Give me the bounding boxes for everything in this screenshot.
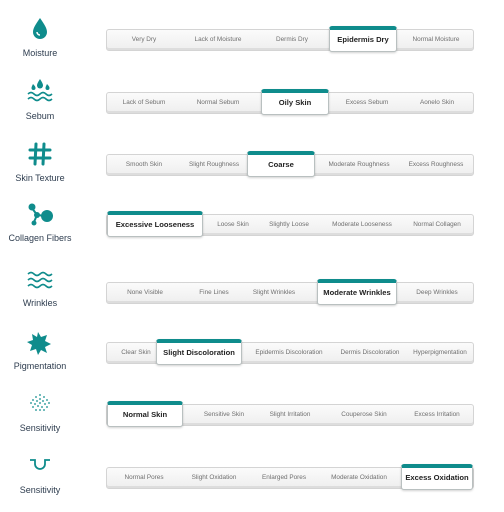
level-option[interactable]: Lack of Moisture — [194, 36, 242, 43]
level-track[interactable] — [106, 467, 474, 489]
selected-level-button[interactable]: Epidermis Dry — [329, 26, 397, 52]
level-option[interactable]: Excess Irritation — [414, 411, 460, 418]
droplet-icon — [22, 15, 58, 45]
metric-label: Sensitivity — [19, 485, 61, 495]
selected-level-button[interactable]: Excessive Looseness — [107, 211, 203, 237]
metric-row-sebum — [0, 78, 504, 138]
metric-row-wrinkles — [0, 265, 504, 325]
metric-row-pores — [0, 452, 504, 512]
metric-row-pigmentation — [0, 328, 504, 388]
level-track[interactable] — [106, 92, 474, 114]
level-option[interactable]: Hyperpigmentation — [413, 349, 467, 356]
level-option[interactable]: Moderate Roughness — [328, 161, 390, 168]
molecule-icon — [22, 200, 58, 230]
level-option[interactable]: Slight Roughness — [188, 161, 240, 168]
level-option[interactable]: Normal Moisture — [412, 36, 460, 43]
level-option[interactable]: Moderate Looseness — [332, 221, 392, 228]
level-option[interactable]: Slight Wrinkles — [252, 289, 296, 296]
selected-level-button[interactable]: Slight Discoloration — [156, 339, 242, 365]
level-option[interactable]: Aonelo Skin — [419, 99, 455, 106]
selected-level-button[interactable]: Excess Oxidation — [401, 464, 473, 490]
metric-row-sensitivity — [0, 390, 504, 450]
level-option[interactable]: Excess Roughness — [408, 161, 464, 168]
metric-label: Skin Texture — [15, 173, 65, 183]
pore-icon — [22, 452, 58, 482]
selected-level-button[interactable]: Moderate Wrinkles — [317, 279, 397, 305]
level-track[interactable] — [106, 342, 474, 364]
level-option[interactable]: Dermis Dry — [276, 36, 308, 43]
dotted-cloud-icon — [22, 390, 58, 420]
level-track[interactable] — [106, 404, 474, 426]
metric-label: Sebum — [25, 111, 55, 121]
metric-label: Collagen Fibers — [8, 233, 72, 243]
level-option[interactable]: Excess Sebum — [345, 99, 389, 106]
waves-icon — [22, 265, 58, 295]
level-option[interactable]: Slightly Loose — [269, 221, 309, 228]
level-option[interactable]: Dermis Discoloration — [340, 349, 400, 356]
pigment-splash-icon — [22, 328, 58, 358]
level-option[interactable]: Couperose Skin — [341, 411, 387, 418]
level-option[interactable]: Epidermis Discoloration — [255, 349, 323, 356]
metric-row-collagen-fibers — [0, 200, 504, 260]
hash-grid-icon — [22, 140, 58, 170]
level-track[interactable] — [106, 29, 474, 51]
level-track[interactable] — [106, 154, 474, 176]
level-track[interactable] — [106, 282, 474, 304]
level-option[interactable]: Clear Skin — [121, 349, 151, 356]
level-option[interactable]: Moderate Oxidation — [331, 474, 387, 481]
level-option[interactable]: Normal Pores — [124, 474, 164, 481]
level-option[interactable]: Slight Irritation — [269, 411, 311, 418]
metric-label: Moisture — [22, 48, 58, 58]
selected-level-button[interactable]: Normal Skin — [107, 401, 183, 427]
level-option[interactable]: Sensitive Skin — [203, 411, 245, 418]
metric-label: Sensitivity — [19, 423, 61, 433]
selected-level-button[interactable]: Oily Skin — [261, 89, 329, 115]
oil-drops-waves-icon — [22, 78, 58, 108]
level-option[interactable]: Enlarged Pores — [261, 474, 307, 481]
level-option[interactable]: Normal Sebum — [196, 99, 240, 106]
metric-row-skin-texture — [0, 140, 504, 200]
metric-label: Pigmentation — [13, 361, 67, 371]
selected-level-button[interactable]: Coarse — [247, 151, 315, 177]
level-option[interactable]: Lack of Sebum — [122, 99, 166, 106]
level-option[interactable]: Very Dry — [131, 36, 157, 43]
level-option[interactable]: None Visible — [127, 289, 163, 296]
level-option[interactable]: Loose Skin — [217, 221, 249, 228]
level-option[interactable]: Slight Oxidation — [191, 474, 237, 481]
level-option[interactable]: Fine Lines — [199, 289, 229, 296]
level-track[interactable] — [106, 214, 474, 236]
level-option[interactable]: Normal Collagen — [413, 221, 461, 228]
metric-label: Wrinkles — [22, 298, 58, 308]
level-option[interactable]: Deep Wrinkles — [416, 289, 458, 296]
level-option[interactable]: Smooth Skin — [125, 161, 163, 168]
metric-row-moisture — [0, 15, 504, 75]
